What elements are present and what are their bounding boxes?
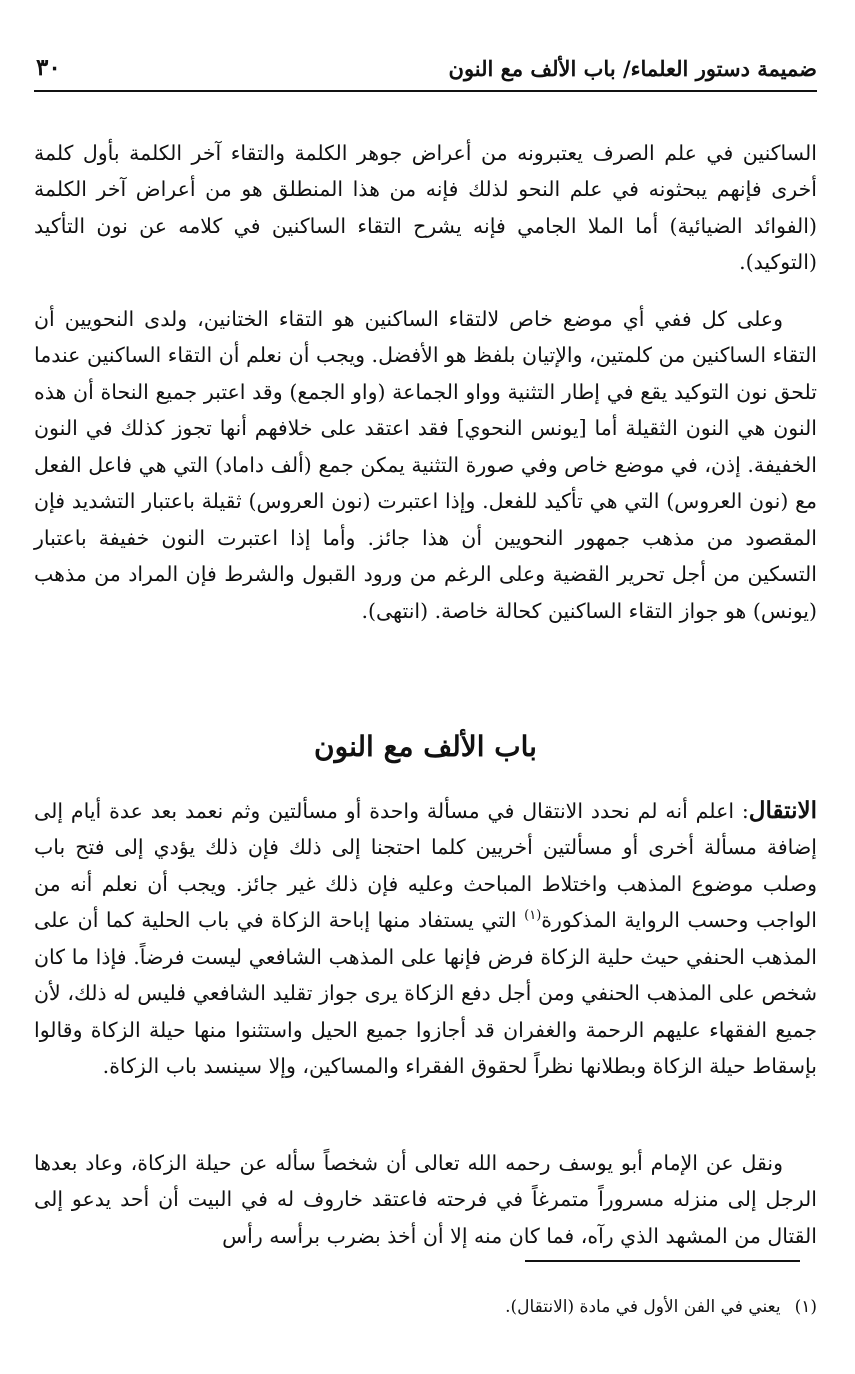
footnote-number: (١) [794,1297,817,1317]
section-heading: باب الألف مع النون [314,730,537,764]
footnote-reference[interactable]: (١) [524,908,542,924]
entry-text-part-2: التي يستفاد منها إباحة الزكاة في باب الحلية كما أن على المذهب الحنفي حيث حلية الزكاة فرض فإنها على المذهب الشافعي ليست فرضاً. فإذا ما كان شخص على المذهب الحنفي ومن أجل دفع الزكاة يرى جواز تقليد الشافعي فليس له ذلك، لأن جميع الفقهاء عليهم الرحمة والغفران قد أجازوا جميع الحيل واستثنوا منها حيلة الزكاة وقالوا بإسقاط حيلة الزكاة وبطلانها نظراً لحقوق الفقراء والمساكين، وإلا سينسد باب الزكاة. [34,908,817,1078]
footnote [34,1294,817,1320]
entry-paragraph [34,793,817,1085]
running-title: ضميمة دستور العلماء/ باب الألف مع النون [448,56,817,81]
footnote-divider [525,1260,800,1262]
entry-text-part-1: : اعلم أنه لم نحدد الانتقال في مسألة واحدة أو مسألتين وثم نعمد بعد عدة أيام إلى إضافة مسألة أخرى أو مسألتين أخريين كلما احتجنا إلى ذلك فإن ذلك يؤدي إلى فتح باب وصلب موضوع المذهب واختلاط المباحث وعليه فإن ذلك غير جائز. ويجب أن نعلم أنه من الواجب وحسب الرواية المذكورة [34,798,817,932]
entry-keyword: الانتقال [748,796,817,824]
footnote-text: يعني في الفن الأول في مادة (الانتقال). [505,1297,781,1317]
page-number: ٣٠ [36,54,61,81]
running-header [34,52,817,92]
body-paragraph-last: ونقل عن الإمام أبو يوسف رحمه الله تعالى أن شخصاً سأله عن حيلة الزكاة، وعاد بعدها الرجل إلى منزله مسروراً متمرغاً في فرحته فاعتقد خاروف له في البيت أن أحد يدعو إلى القتال من المشهد الذي رآه، فما كان منه إلا أن أخذ بضرب برأسه رأس [34,1150,817,1248]
body-paragraph-1: الساكنين في علم الصرف يعتبرونه من أعراض جوهر الكلمة والتقاء آخر الكلمة بأول كلمة أخرى فإنهم يبحثونه في علم النحو لذلك فإنه من هذا المنطلق هو من أعراض آخر الكلمة (الفوائد الضيائية) أما الملا الجامي فإنه يشرح التقاء الساكنين في كلامه عن نون التأكيد (التوكيد). [34,140,817,274]
body-paragraph-2: وعلى كل ففي أي موضع خاص لالتقاء الساكنين هو التقاء الختانين، ولدى النحويين أن التقاء الساكنين من كلمتين، والإتيان بلفظ هو الأفضل. ويجب أن نعلم أن التقاء الساكنين عندما تلحق نون التوكيد يقع في إطار التثنية وواو الجماعة (واو الجمع) وقد اعتبر جميع النحاة أن هذه النون هي النون الثقيلة أما [يونس النحوي] فقد اعتقد على خلافهم أنها تجوز كذلك في النون الخفيفة. إذن، في موضع خاص وفي صورة التثنية يمكن جمع (ألف داماد) التي هي فاعل الفعل مع (نون العروس) التي هي تأكيد للفعل. وإذا اعتبرت (نون العروس) ثقيلة باعتبار التشديد فإن المقصود من مذهب جمهور النحويين أن هذا جائز. وأما إذا اعتبرت النون خفيفة باعتبار التسكين من أجل تحرير القضية وعلى الرغم من ورود القبول والشرط فإن المراد من مذهب (يونس) هو جواز التقاء الساكنين كحالة خاصة. (انتهى). [34,306,817,623]
